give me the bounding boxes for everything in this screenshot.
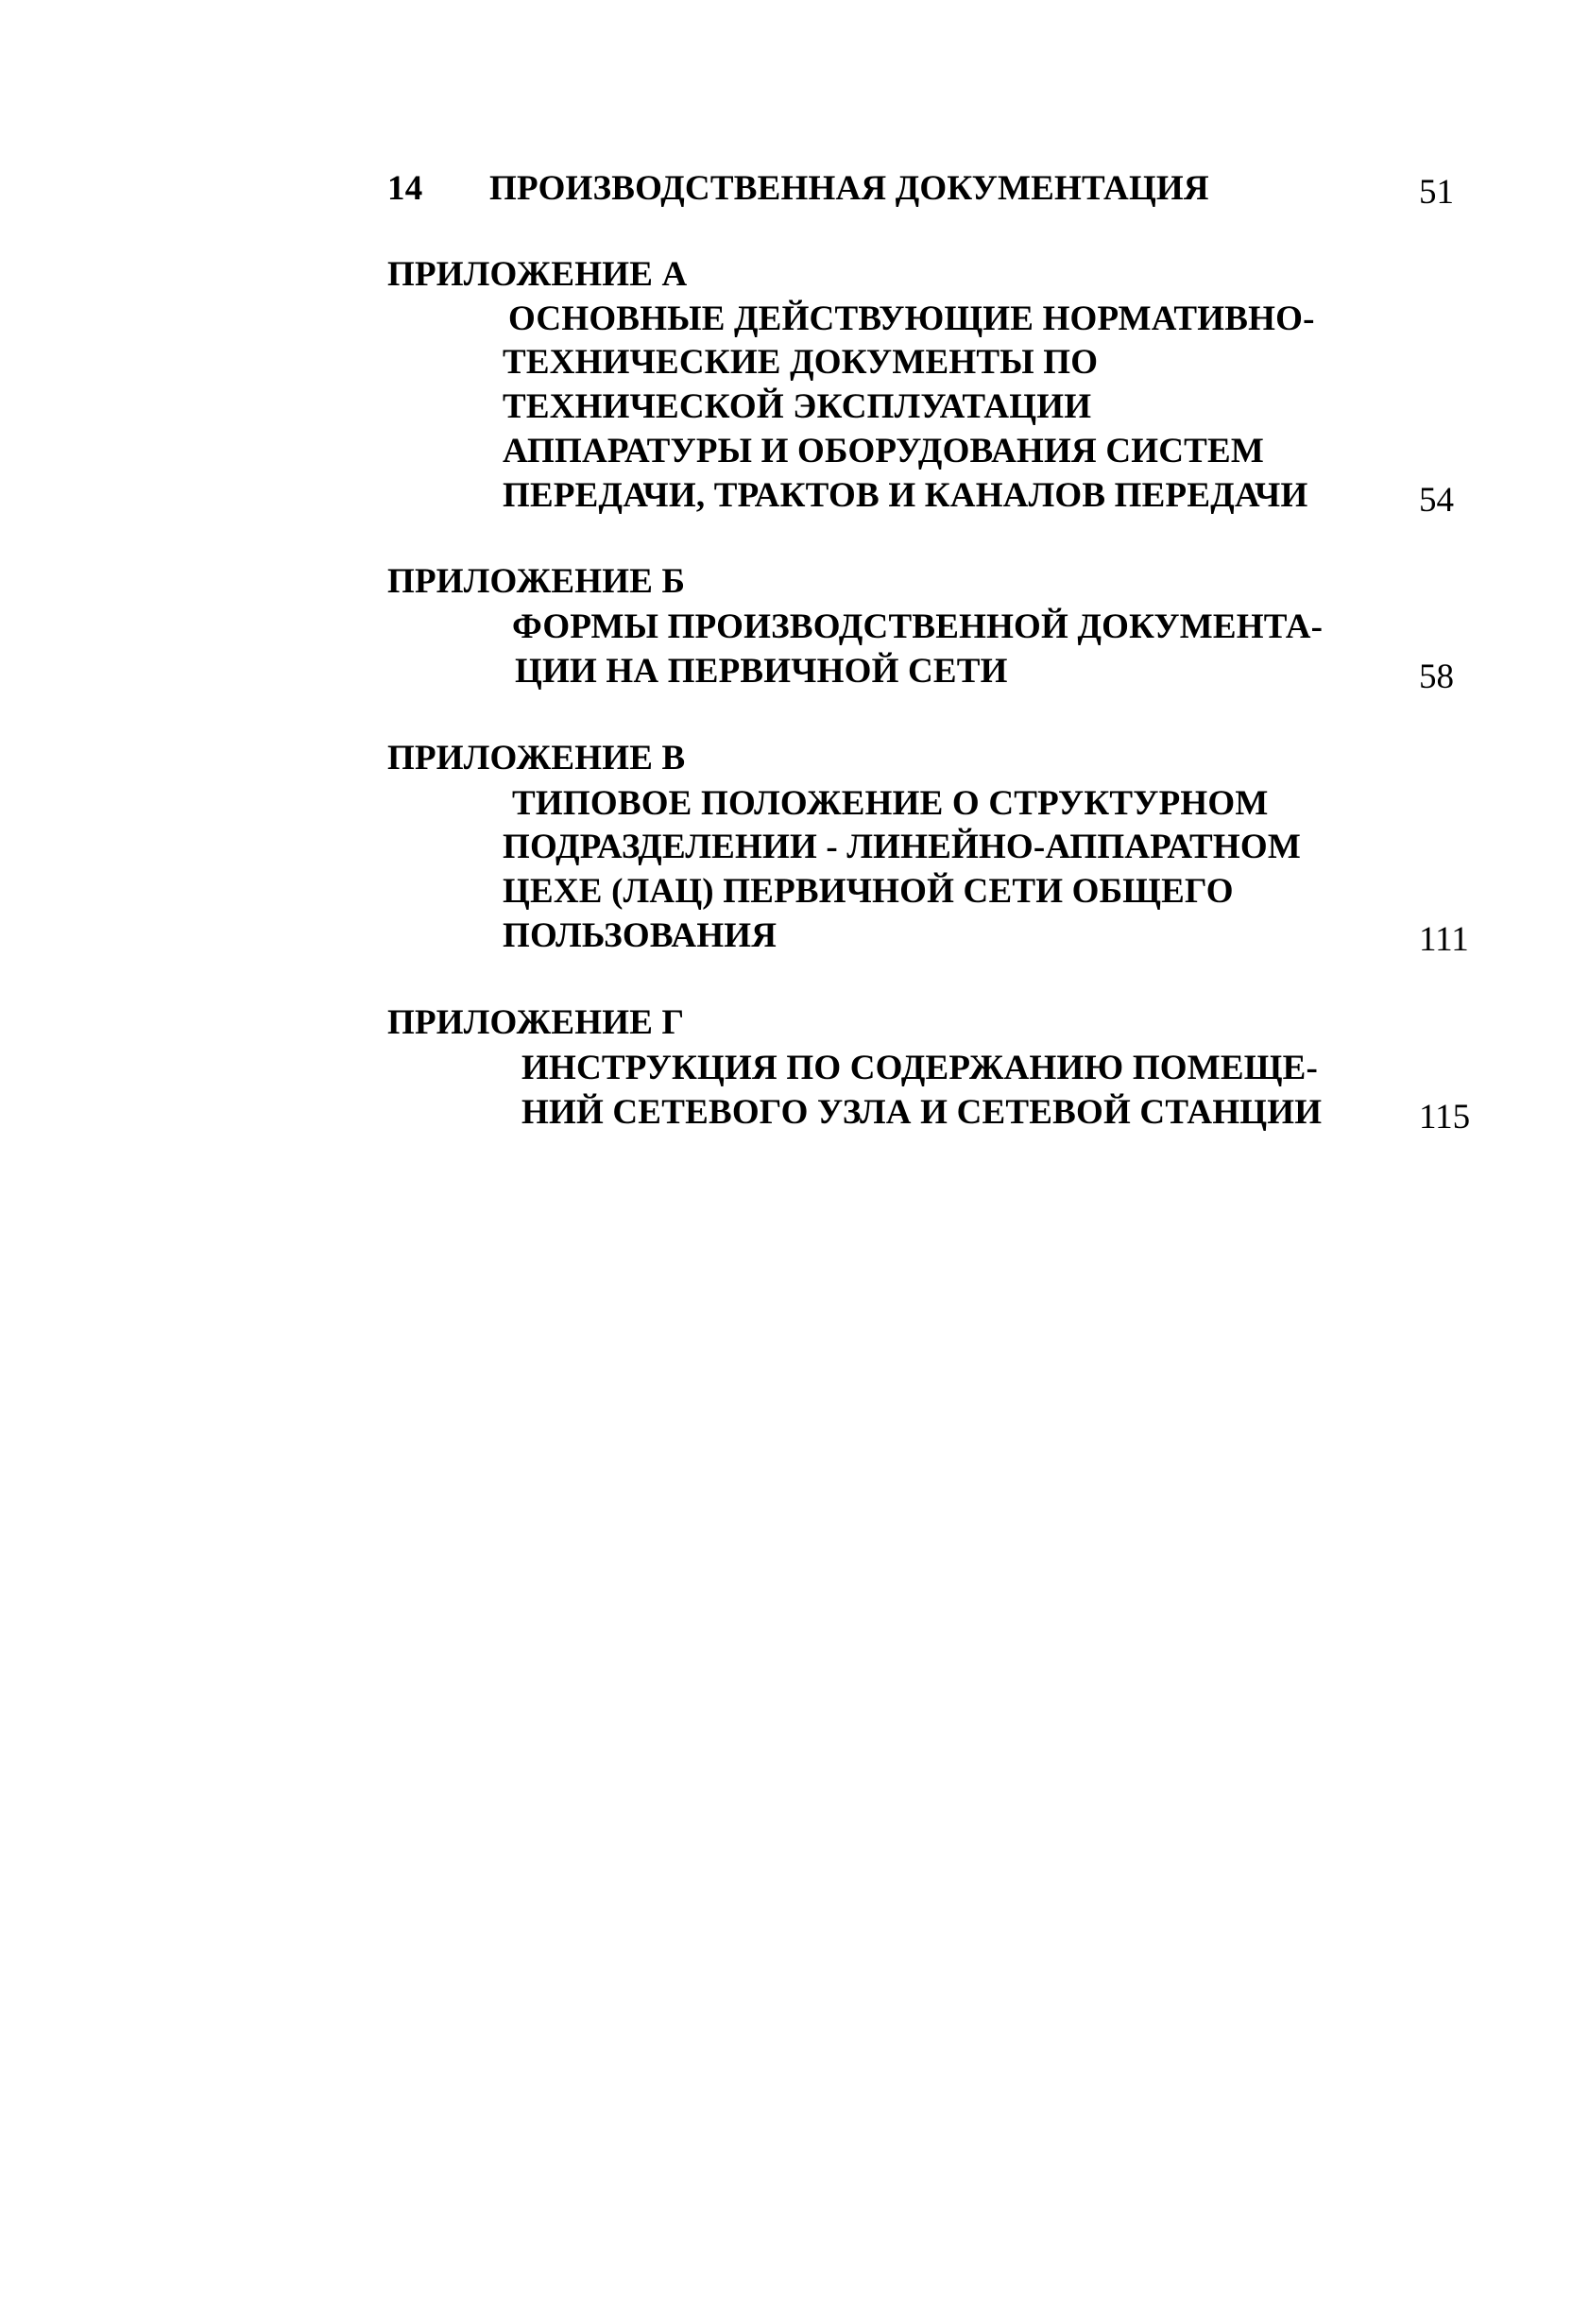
appendix-heading: ПРИЛОЖЕНИЕ Г <box>387 1003 685 1042</box>
page-number: 115 <box>1419 1098 1471 1136</box>
appendix-title-line: НИЙ СЕТЕВОГО УЗЛА И СЕТЕВОЙ СТАНЦИИ <box>521 1093 1323 1132</box>
page-number: 111 <box>1419 920 1469 959</box>
section-title: ПРОИЗВОДСТВЕННАЯ ДОКУМЕНТАЦИЯ <box>489 169 1209 208</box>
appendix-title-line: ЦИИ НА ПЕРВИЧНОЙ СЕТИ <box>515 652 1008 691</box>
appendix-title-line: ЦЕХЕ (ЛАЦ) ПЕРВИЧНОЙ СЕТИ ОБЩЕГО <box>503 872 1234 911</box>
appendix-title-line: АППАРАТУРЫ И ОБОРУДОВАНИЯ СИСТЕМ <box>503 432 1265 470</box>
appendix-title-line: ПЕРЕДАЧИ, ТРАКТОВ И КАНАЛОВ ПЕРЕДАЧИ <box>503 476 1308 515</box>
appendix-title-line: ТЕХНИЧЕСКОЙ ЭКСПЛУАТАЦИИ <box>503 387 1092 426</box>
appendix-title-line: ИНСТРУКЦИЯ ПО СОДЕРЖАНИЮ ПОМЕЩЕ- <box>521 1049 1319 1087</box>
page-number: 54 <box>1419 481 1454 520</box>
appendix-title-line: ПОДРАЗДЕЛЕНИИ - ЛИНЕЙНО-АППАРАТНОМ <box>503 828 1302 866</box>
appendix-title-line: ТЕХНИЧЕСКИЕ ДОКУМЕНТЫ ПО <box>503 343 1099 382</box>
appendix-heading: ПРИЛОЖЕНИЕ В <box>387 739 686 778</box>
appendix-title-line: ФОРМЫ ПРОИЗВОДСТВЕННОЙ ДОКУМЕНТА- <box>512 607 1324 646</box>
appendix-heading: ПРИЛОЖЕНИЕ А <box>387 255 688 294</box>
page-number: 58 <box>1419 658 1454 696</box>
appendix-title-line: ОСНОВНЫЕ ДЕЙСТВУЮЩИЕ НОРМАТИВНО- <box>508 299 1315 338</box>
appendix-heading: ПРИЛОЖЕНИЕ Б <box>387 562 686 601</box>
page-number: 51 <box>1419 173 1454 212</box>
appendix-title-line: ПОЛЬЗОВАНИЯ <box>503 916 777 955</box>
section-number: 14 <box>387 169 423 208</box>
appendix-title-line: ТИПОВОЕ ПОЛОЖЕНИЕ О СТРУКТУРНОМ <box>512 784 1269 823</box>
